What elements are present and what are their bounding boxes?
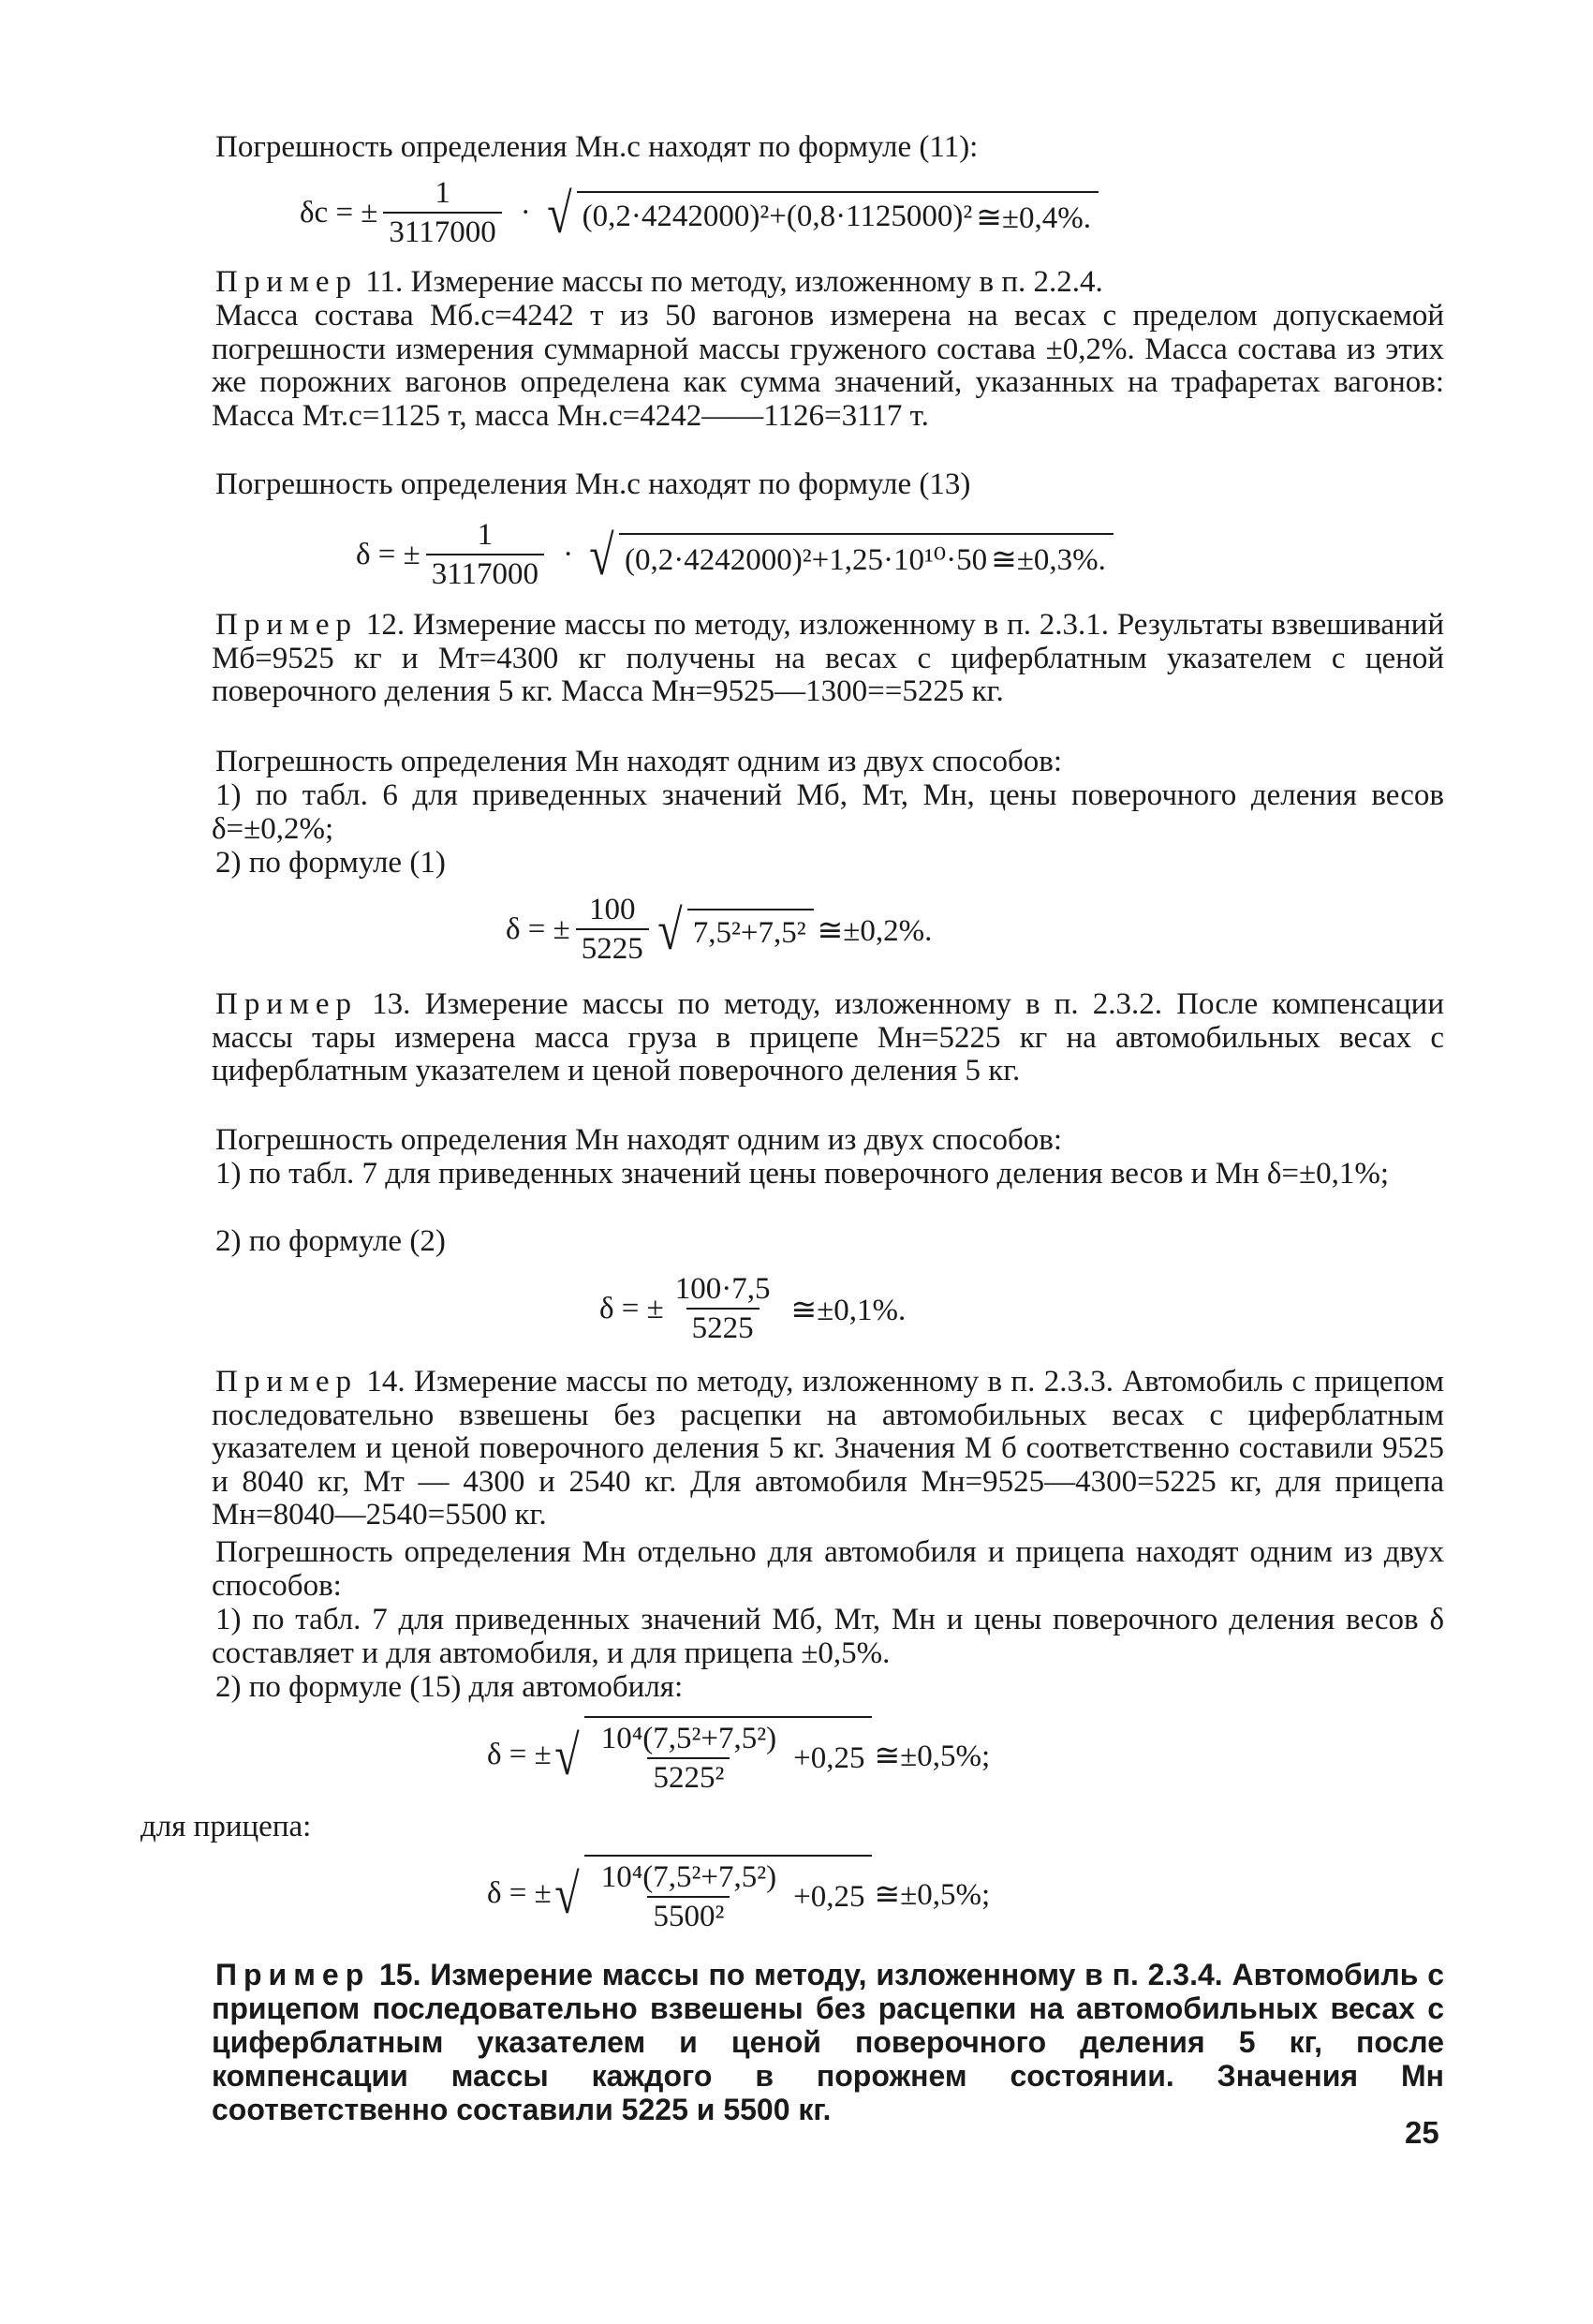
fraction (426, 520, 544, 590)
radical-sign-icon: √ (546, 182, 572, 244)
radicand-expression: (0,2·4242000)²+1,25·10¹⁰·50 (625, 542, 988, 577)
example-text: 14. Измерение массы по методу, изложенному в п. 2.3.3. Автомобиль с прицепом последовательно взвешены без расцепки на автомобильных весах с циферблатным указателем и ценой поверочного деления 5 кг. Значения M б соответственно составили 9525 и 8040 кг, Mт — 4300 и 2540 кг. Для автомобиля Mн=9525—4300=5225 кг, для прицепа Mн=8040—2540=5500 кг. (212, 1365, 1444, 1532)
formula-5 (487, 1716, 990, 1794)
fraction (596, 1724, 782, 1794)
example-12 (212, 609, 1444, 709)
example-13 (212, 988, 1444, 1088)
example-11 (212, 266, 1444, 300)
formula-result: ≅±0,5%; (874, 1877, 991, 1912)
paragraph-way-2-formula-2: 2) по формуле (2) (215, 1224, 446, 1258)
paragraph-error-formula-13: Погрешность определения Mн.с находят по формуле (13) (215, 467, 971, 501)
multiply-dot: · (563, 538, 574, 571)
fraction (670, 1274, 776, 1344)
page-number: 25 (1405, 2115, 1439, 2150)
example-text: 15. Измерение массы по методу, изложенному в п. 2.3.4. Автомобиль с прицепом последовательно взвешены без расцепки на автомобильных весах с циферблатным указателем и ценой поверочного деления 5 кг, после компенсации массы каждого в порожнем состоянии. Значения Mн соответственно составили 5225 и 5500 кг. (212, 1958, 1444, 2126)
formula-lhs: δ = ± (487, 1876, 552, 1910)
fraction-numerator: 100·7,5 (674, 1272, 771, 1306)
fraction-numerator: 10⁴(7,5²+7,5²) (600, 1860, 777, 1894)
radicand (619, 533, 1114, 578)
fraction (596, 1862, 782, 1932)
label-for-trailer: для прицепа: (140, 1810, 312, 1843)
example-15 (212, 1958, 1444, 2126)
fraction-denominator: 5225² (647, 1757, 730, 1794)
example-label: Пример (215, 1365, 359, 1399)
square-root (655, 898, 814, 961)
example-14 (212, 1366, 1444, 1532)
formula-2 (356, 520, 1114, 590)
example-text: 13. Измерение массы по методу, изложенному в п. 2.3.2. После компенсации массы тары измерена масса груза в прицепе Mн=5225 кг на автомобильных весах с циферблатным указателем и ценой поверочного деления 5 кг. (212, 987, 1444, 1088)
paragraph-error-formula-11: Погрешность определения Mн.с находят по формуле (11): (215, 130, 979, 164)
square-root (544, 182, 1099, 244)
paragraph-way-1-table-7-both: 1) по табл. 7 для приведенных значений Mб, Mт, Mн и цены поверочного деления весов δ составляет и для автомобиля, и для прицепа ±0,5%. (212, 1603, 1444, 1670)
radicand-expression: 7,5²+7,5² (692, 916, 806, 950)
radical-sign-icon: √ (554, 1862, 580, 1925)
example-label: Пример (215, 265, 359, 299)
fraction-numerator: 1 (435, 176, 450, 210)
example-label: Пример (215, 987, 359, 1021)
formula-6 (487, 1855, 990, 1932)
example-text: 11. Измерение массы по методу, изложенному в п. 2.2.4. (358, 265, 1103, 299)
square-root (552, 1855, 873, 1932)
example-text: 12. Измерение массы по методу, изложенному в п. 2.3.1. Результаты взвешиваний Mб=9525 кг и Mт=4300 кг получены на весах с циферблатным указателем с ценой поверочного деления 5 кг. Масса Mн=9525—1300==5225 кг. (212, 608, 1444, 708)
paragraph-error-separately: Погрешность определения Mн отдельно для автомобиля и прицепа находят одним из двух способов: (212, 1535, 1444, 1603)
formula-1 (300, 178, 1099, 248)
fraction-denominator: 5225 (576, 928, 649, 965)
square-root (586, 524, 1114, 586)
fraction-numerator: 1 (477, 518, 494, 552)
radicand-tail: +0,25 (793, 1741, 865, 1775)
formula-lhs: δ = ± (599, 1292, 664, 1325)
square-root (552, 1716, 873, 1794)
radical-sign-icon: √ (554, 1724, 580, 1786)
formula-lhs: δ = ± (506, 912, 570, 946)
formula-result: ≅±0,4%. (976, 200, 1092, 235)
fraction-denominator: 5500² (647, 1896, 730, 1932)
formula-lhs: δ = ± (487, 1738, 552, 1771)
example-label: Пример (215, 608, 359, 642)
formula-result: ≅±0,2%. (817, 913, 933, 948)
radical-sign-icon: √ (657, 898, 683, 961)
radicand (584, 1716, 873, 1794)
fraction (576, 895, 649, 965)
radicand (687, 909, 814, 951)
formula-4 (599, 1274, 906, 1344)
radical-sign-icon: √ (589, 524, 614, 586)
radicand-tail: +0,25 (793, 1880, 865, 1914)
fraction-numerator: 100 (589, 893, 636, 926)
paragraph-way-2-formula-15: 2) по формуле (15) для автомобиля: (215, 1670, 684, 1704)
fraction-numerator: 10⁴(7,5²+7,5²) (600, 1722, 777, 1755)
paragraph-two-ways-2: Погрешность определения Mн находят одним из двух способов: (215, 1123, 1062, 1157)
fraction-denominator: 3117000 (383, 212, 501, 248)
fraction-denominator: 5225 (686, 1308, 760, 1344)
formula-result: ≅±0,5%; (874, 1739, 991, 1773)
paragraph-example-11-body: Масса состава Mб.с=4242 т из 50 вагонов измерена на весах с пределом допускаемой погрешности измерения суммарной массы груженого состава ±0,2%. Масса состава из этих же порожних вагонов определена как сумма значений, указанных на трафаретах вагонов: Масса Mт.с=1125 т, масса Mн.с=4242——1126=3117 т. (212, 299, 1444, 433)
radicand (577, 191, 1099, 236)
paragraph-way-1-table-6: 1) по табл. 6 для приведенных значений Mб, Mт, Mн, цены поверочного деления весов δ=±0,2%; (212, 778, 1444, 846)
paragraph-way-2-formula-1: 2) по формуле (1) (215, 846, 446, 880)
radicand (584, 1855, 873, 1932)
formula-lhs: δ = ± (356, 538, 420, 571)
fraction-denominator: 3117000 (426, 554, 544, 590)
radicand-expression: (0,2·4242000)²+(0,8·1125000)² (582, 200, 973, 233)
paragraph-two-ways: Погрешность определения Mн находят одним из двух способов: (215, 745, 1062, 778)
multiply-dot: · (520, 196, 531, 229)
formula-3 (506, 895, 932, 965)
fraction (383, 178, 501, 248)
paragraph-way-1-table-7: 1) по табл. 7 для приведенных значений цены поверочного деления весов и Mн δ=±0,1%; (215, 1157, 1390, 1191)
formula-result: ≅±0,1%. (790, 1293, 907, 1327)
formula-result: ≅±0,3%. (991, 542, 1106, 577)
example-label: Пример (215, 1958, 371, 1991)
formula-lhs: δс = ± (300, 196, 378, 229)
